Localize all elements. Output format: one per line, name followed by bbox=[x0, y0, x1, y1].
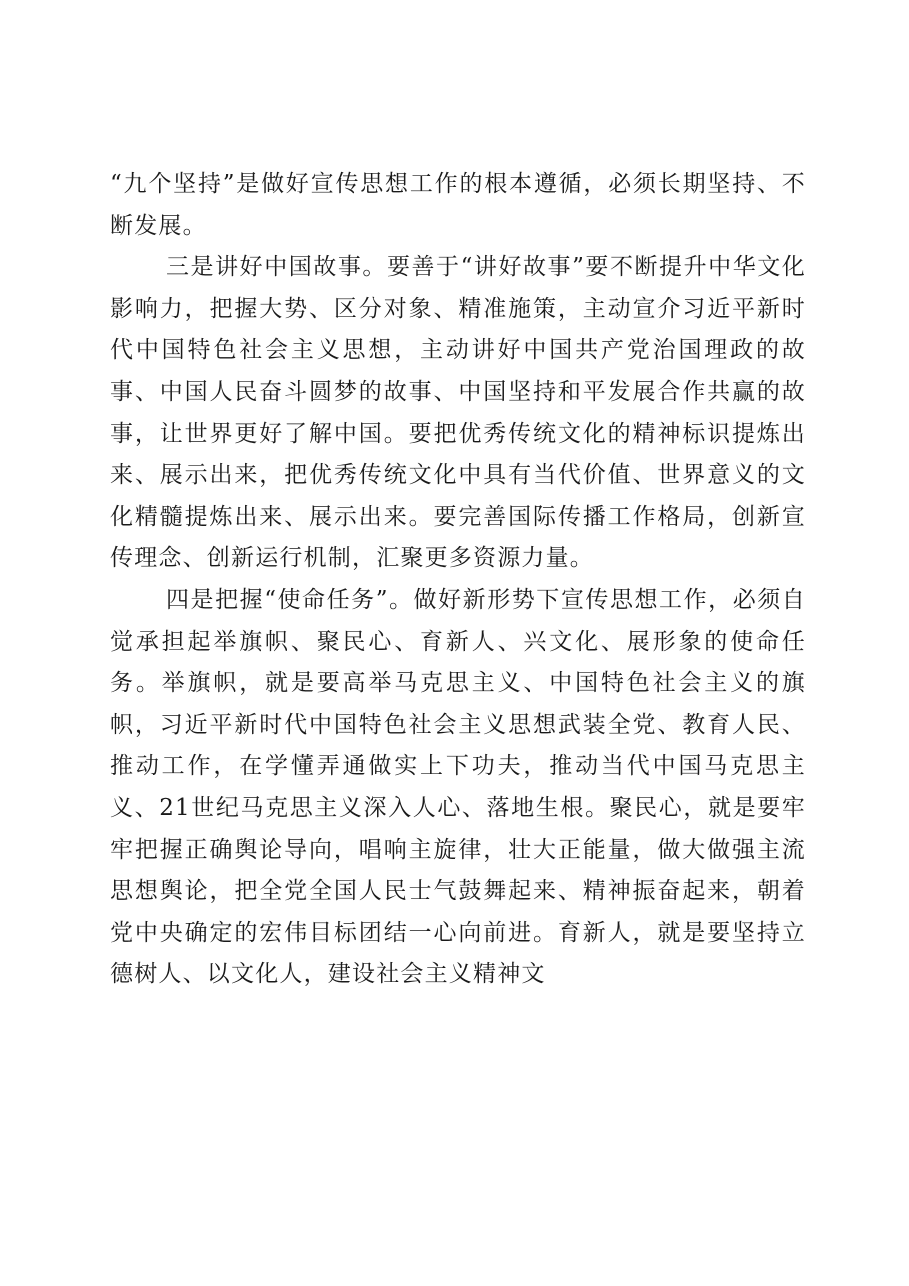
paragraph-mission-tasks: 四是把握“使命任务”。做好新形势下宣传思想工作，必须自觉承担起举旗帜、聚民心、育新人、兴文化、展形象的使命任务。举旗帜，就是要高举马克思主义、中国特色社会主义的旗帜，习近平新时代中国特色社会主义思想武装全党、教育人民、推动工作，在学懂弄通做实上下功夫，推动当代中国马克思主义、21世纪马克思主义深入人心、落地生根。聚民心，就是要牢牢把握正确舆论导向，唱响主旋律，壮大正能量，做大做强主流思想舆论，把全党全国人民士气鼓舞起来、精神振奋起来，朝着党中央确定的宏伟目标团结一心向前进。育新人，就是要坚持立德树人、以文化人，建设社会主义精神文 bbox=[110, 586, 806, 988]
paragraph-continuation: “九个坚持”是做好宣传思想工作的根本遵循，必须长期坚持、不断发展。 bbox=[110, 171, 806, 239]
paragraph-tell-china-stories: 三是讲好中国故事。要善于“讲好故事”要不断提升中华文化影响力，把握大势、区分对象、精准施策，主动宣介习近平新时代中国特色社会主义思想，主动讲好中国共产党治国理政的故事、中国人民奋斗圆梦的故事、中国坚持和平发展合作共赢的故事，让世界更好了解中国。要把优秀传统文化的精神标识提炼出来、展示出来，把优秀传统文化中具有当代价值、世界意义的文化精髓提炼出来、展示出来。要完善国际传播工作格局，创新宣传理念、创新运行机制，汇聚更多资源力量。 bbox=[110, 254, 806, 572]
body-text bbox=[110, 164, 806, 996]
